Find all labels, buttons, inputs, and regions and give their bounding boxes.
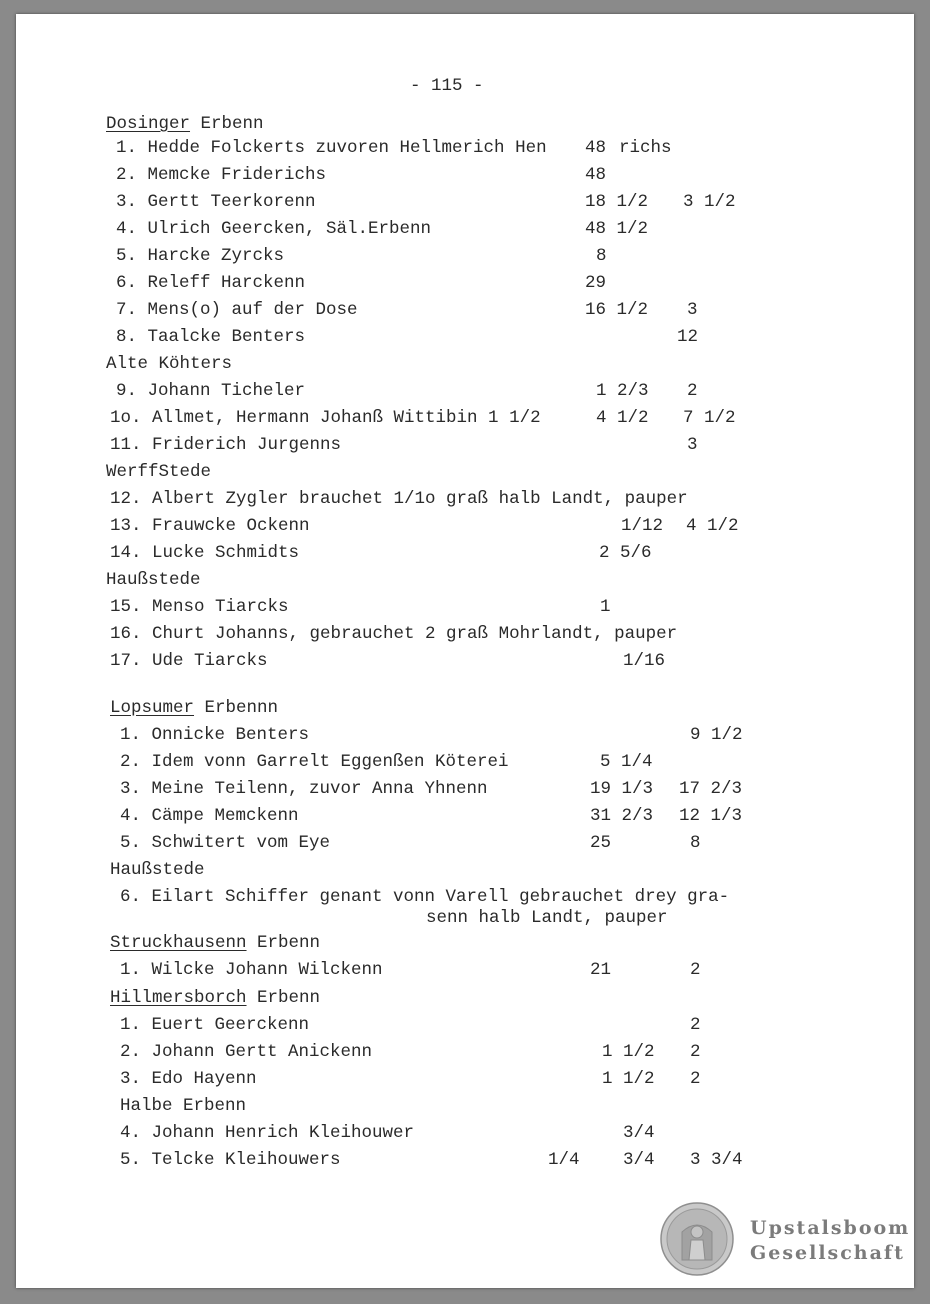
entry-value: 5 1/4 [600,752,653,772]
entry-text: 3. Edo Hayenn [120,1069,257,1089]
entry-text: 12. Albert Zygler brauchet 1/1o graß halb Landt, pauper [110,489,688,509]
entry-text: 4. Cämpe Memckenn [120,806,299,826]
entry-value: 25 [590,833,612,853]
entry-value: richs [619,138,672,158]
entry-value: 9 1/2 [690,725,743,745]
entry-value: 12 1/3 [679,806,743,826]
entry-value: 17 2/3 [679,779,743,799]
entry-text: 6. Eilart Schiffer genant vonn Varell gebrauchet drey gra- [120,887,730,907]
entry-value: 1 2/3 [596,381,649,401]
section-heading-struckhausenn [110,933,320,953]
section-heading-haussstede: Haußstede [110,860,205,880]
entry-value: 1 1/2 [602,1069,655,1089]
entry-value: 2 [690,1069,701,1089]
entry-text: 2. Johann Gertt Anickenn [120,1042,373,1062]
document-page [16,14,914,1288]
entry-text: 14. Lucke Schmidts [110,543,300,563]
heading-rest: Erbenn [190,114,264,134]
entry-value: 3 [687,435,698,455]
section-heading-lopsumer [110,698,278,718]
entry-value: 4 1/2 [596,408,649,428]
entry-value: 18 1/2 [585,192,649,212]
heading-rest: Erbennn [194,698,279,718]
page-number: - 115 - [410,76,484,96]
entry-value: 2 [690,1015,701,1035]
heading-name: Hillmersborch [110,988,247,1008]
entry-text: 9. Johann Ticheler [116,381,306,401]
entry-text: 1. Euert Geerckenn [120,1015,310,1035]
entry-value: 3 [687,300,698,320]
entry-text: 2. Idem vonn Garrelt Eggenßen Köterei [120,752,509,772]
entry-value: 3/4 [623,1150,655,1170]
section-heading-dosinger [106,114,264,134]
entry-value: 21 [590,960,612,980]
heading-name: Struckhausenn [110,933,247,953]
entry-value: 1 [600,597,611,617]
entry-text: 1. Wilcke Johann Wilckenn [120,960,383,980]
entry-value: 7 1/2 [683,408,736,428]
entry-value: 31 2/3 [590,806,654,826]
entry-value: 3 3/4 [690,1150,743,1170]
entry-text: 4. Ulrich Geercken, Säl.Erbenn [116,219,432,239]
section-heading-hillmersborch [110,988,320,1008]
entry-text: 1. Onnicke Benters [120,725,310,745]
entry-text: 6. Releff Harckenn [116,273,306,293]
entry-text: 16. Churt Johanns, gebrauchet 2 graß Mohrlandt, pauper [110,624,678,644]
entry-text: 8. Taalcke Benters [116,327,306,347]
entry-value: 12 [677,327,699,347]
logo-text-line2: Gesellschaft [750,1242,905,1264]
entry-value: 29 [585,273,607,293]
entry-text: 3. Meine Teilenn, zuvor Anna Yhnenn [120,779,488,799]
entry-value: 8 [596,246,607,266]
entry-value: 16 1/2 [585,300,649,320]
entry-value: 48 [585,138,607,158]
entry-value: 2 [690,960,701,980]
entry-text: 13. Frauwcke Ockenn [110,516,310,536]
logo-text-line1: Upstalsboom [750,1217,911,1239]
entry-text: 2. Memcke Friderichs [116,165,327,185]
heading-rest: Erbenn [246,988,321,1008]
section-heading-alte-koehters: Alte Köhters [106,354,233,374]
entry-value: 3 1/2 [683,192,736,212]
section-heading-werffstede: WerffStede [106,462,212,482]
heading-rest: Erbenn [246,933,321,953]
entry-text-continuation: senn halb Landt, pauper [426,908,668,928]
entry-value: 19 1/3 [590,779,654,799]
seal-icon [660,1202,734,1276]
entry-text: 5. Harcke Zyrcks [116,246,285,266]
entry-text: 11. Friderich Jurgenns [110,435,342,455]
entry-text: 5. Telcke Kleihouwers [120,1150,341,1170]
entry-text: 17. Ude Tiarcks [110,651,268,671]
sub-heading-halbe-erbenn: Halbe Erbenn [120,1096,247,1116]
entry-text: 3. Gertt Teerkorenn [116,192,316,212]
entry-text: 15. Menso Tiarcks [110,597,289,617]
entry-value: 8 [690,833,701,853]
entry-text: 1. Hedde Folckerts zuvoren Hellmerich Hen [116,138,547,158]
entry-value: 48 1/2 [585,219,649,239]
entry-value: 1 1/2 [602,1042,655,1062]
entry-value: 4 1/2 [686,516,739,536]
entry-value: 2 [687,381,698,401]
heading-name: Dosinger [106,114,191,134]
entry-text: 5. Schwitert vom Eye [120,833,331,853]
section-heading-haussstede: Haußstede [106,570,201,590]
entry-value: 2 [690,1042,701,1062]
entry-value: 3/4 [623,1123,655,1143]
heading-name: Lopsumer [110,698,195,718]
entry-text: 1o. Allmet, Hermann Johanß Wittibin 1 1/2 [110,408,541,428]
entry-value: 1/4 [548,1150,580,1170]
entry-value: 2 5/6 [599,543,652,563]
entry-text: 7. Mens(o) auf der Dose [116,300,358,320]
entry-text: 4. Johann Henrich Kleihouwer [120,1123,415,1143]
entry-value: 1/12 [621,516,664,536]
entry-value: 48 [585,165,607,185]
entry-value: 1/16 [623,651,666,671]
